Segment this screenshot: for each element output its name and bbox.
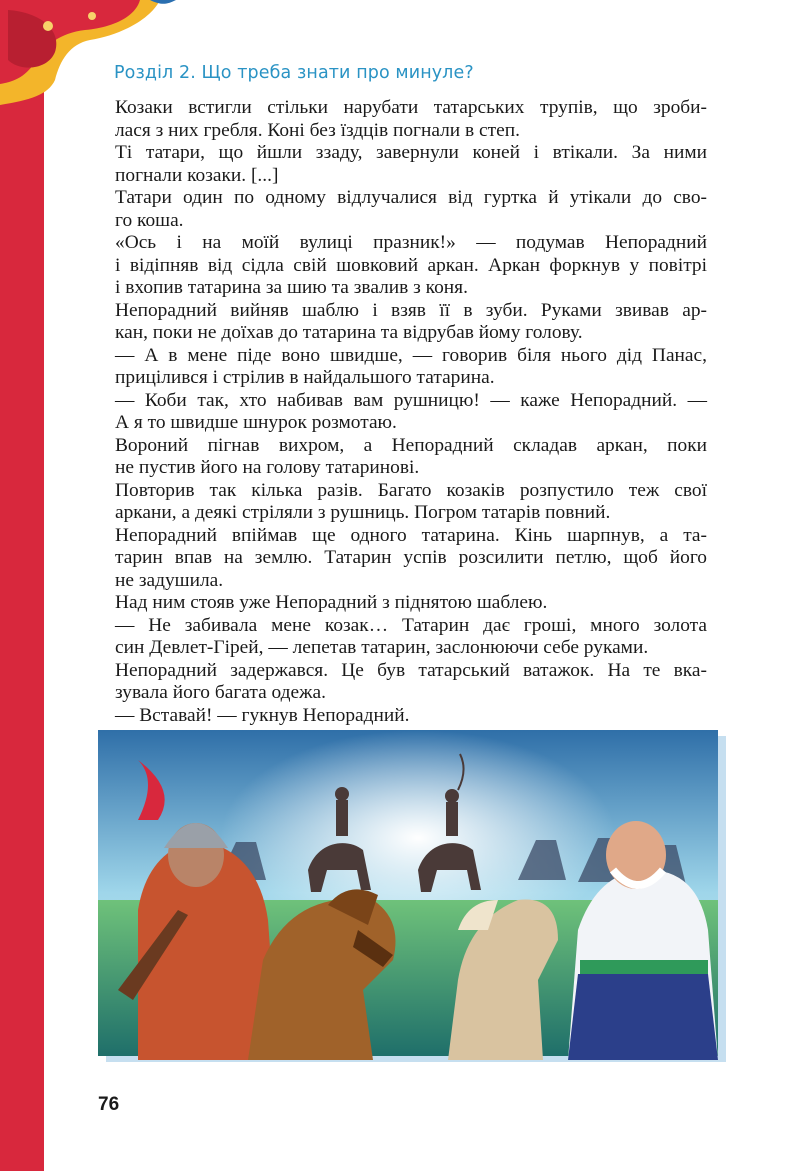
story-paragraph [115, 592, 707, 615]
story-paragraph [115, 705, 707, 728]
story-paragraph [115, 345, 707, 390]
story-paragraph [115, 435, 707, 480]
section-header: Розділ 2. Що треба знати про минуле? [114, 63, 474, 83]
text-line: Над ним стояв уже Непорадний з піднятою шаблею. [115, 592, 548, 613]
story-paragraph [115, 142, 707, 187]
text-line: і відіпняв від сідла свій шовковий аркан. Аркан форкнув у повітрі [115, 254, 707, 276]
story-text [115, 97, 707, 750]
story-paragraph [115, 97, 707, 142]
text-line: і вхопив татарина за шию та звалив з коня. [115, 277, 468, 298]
story-paragraph [115, 525, 707, 593]
text-line: зувала його багата одежа. [115, 682, 326, 703]
text-line: го коша. [115, 209, 184, 231]
text-line: — Не забивала мене козак… Татарин дає гроші, много золота [115, 614, 707, 636]
text-line: — А в мене піде воно швидше, — говорив біля нього дід Панас, [115, 344, 707, 366]
text-line: «Ось і на моїй вулиці празник!» — подумав Непорадний [115, 232, 707, 253]
story-paragraph [115, 660, 707, 705]
text-line: — Коби так, хто набивав вам рушницю! — каже Непорадний. — [115, 389, 707, 411]
story-paragraph [115, 232, 707, 300]
text-line: аркани, а деякі стріляли з рушниць. Погром татарів повний. [115, 502, 611, 523]
text-line: лася з них гребля. Коні без їздців погнали в степ. [115, 119, 520, 141]
illustration [98, 730, 730, 1065]
text-line: Ті татари, що йшли ззаду, завернули коней і втікали. За ними [115, 142, 707, 163]
text-line: Татари один по одному відлучалися від гуртка й утікали до сво- [115, 187, 707, 208]
text-line: Вороний пігнав вихром, а Непорадний складав аркан, поки [115, 434, 707, 456]
text-line: Козаки встигли стільки нарубати татарських трупів, що зроби- [115, 97, 707, 118]
text-line: Непорадний вийняв шаблю і взяв її в зуби. Руками звивав ар- [115, 299, 707, 321]
text-line: прицілився і стрілив в найдальшого татарина. [115, 367, 495, 388]
text-line: погнали козаки. [...] [115, 164, 279, 186]
story-paragraph [115, 615, 707, 660]
corner-decoration [0, 0, 200, 110]
text-line: кан, поки не доїхав до татарина та відрубав йому голову. [115, 322, 583, 343]
story-paragraph [115, 480, 707, 525]
text-line: — Вставай! — гукнув Непорадний. [115, 704, 410, 726]
text-line: тарин впав на землю. Татарин успів розсилити петлю, щоб його [115, 547, 707, 568]
text-line: син Девлет-Гірей, — лепетав татарин, заслонюючи себе руками. [115, 637, 649, 658]
story-paragraph [115, 390, 707, 435]
side-stripe [0, 0, 44, 1171]
text-line: А я то швидше шнурок розмотаю. [115, 412, 397, 433]
page-number: 76 [98, 1094, 120, 1115]
story-paragraph [115, 300, 707, 345]
text-line: не пустив його на голову татаринові. [115, 457, 420, 478]
text-line: Непорадний задержався. Це був татарський ватажок. На те вка- [115, 659, 707, 681]
text-line: не задушила. [115, 569, 224, 591]
text-line: Повторив так кілька разів. Багато козаків розпустило теж свої [115, 479, 707, 501]
text-line: Непорадний впіймав ще одного татарина. Кінь шарпнув, а та- [115, 524, 707, 546]
story-paragraph [115, 187, 707, 232]
